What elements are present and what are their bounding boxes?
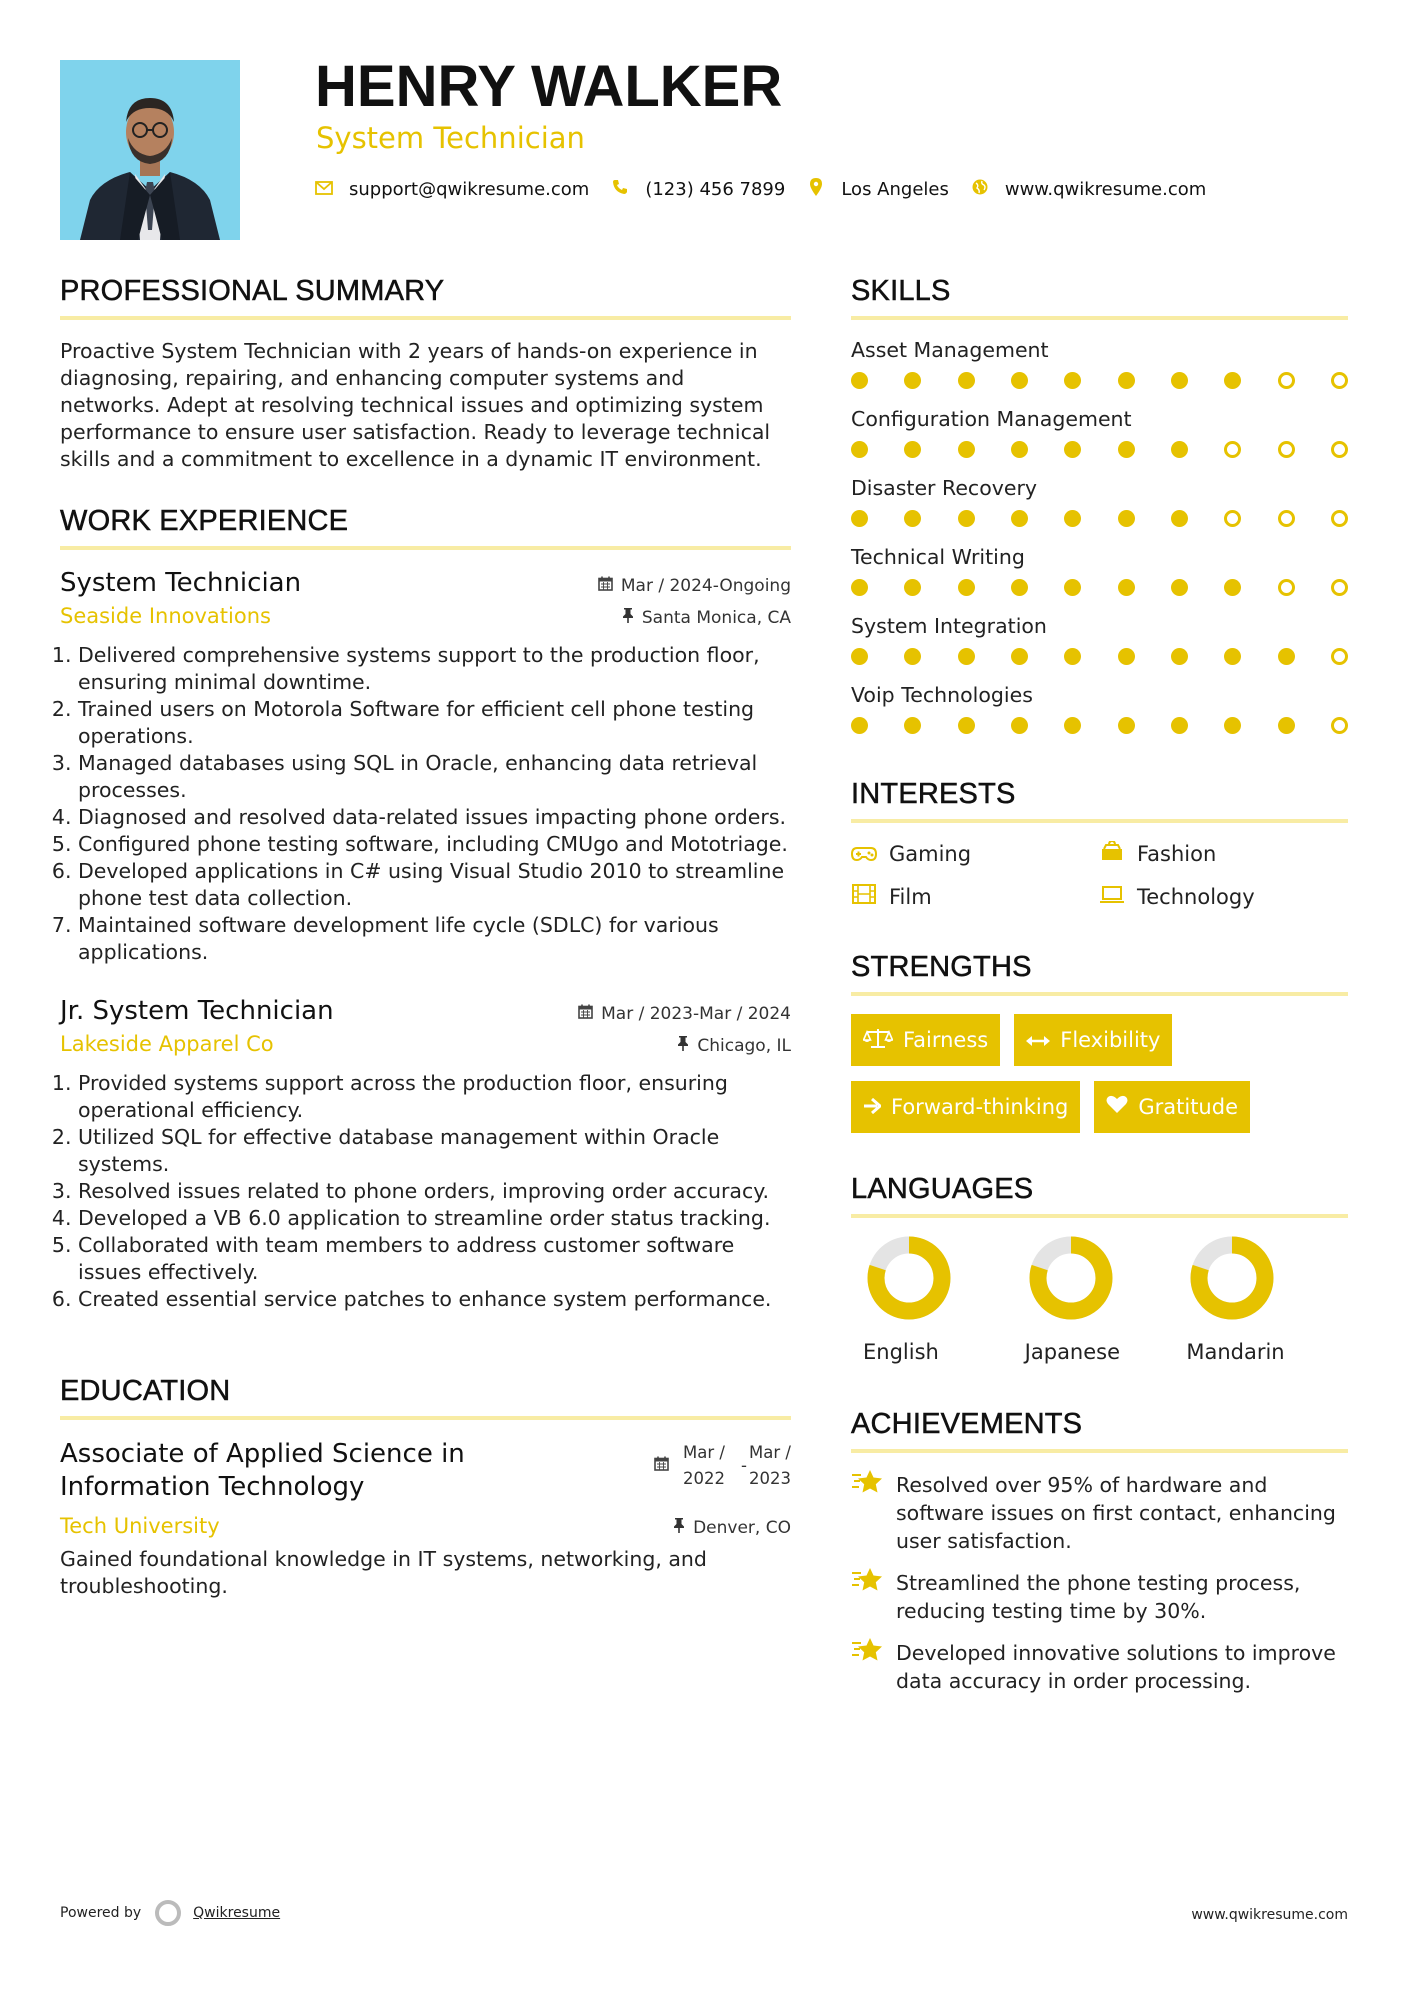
rating-dot-empty	[1331, 717, 1348, 734]
rating-dot-filled	[1118, 372, 1135, 389]
language-name: Japanese	[1024, 1340, 1121, 1364]
rating-dot-filled	[851, 441, 868, 458]
achievements-list	[851, 1471, 1348, 1695]
rating-dot-filled	[1278, 648, 1295, 665]
job-date-text: Mar / 2024-Ongoing	[620, 575, 791, 596]
star-icon	[851, 1637, 896, 1669]
calendar-icon	[598, 576, 613, 595]
skill-item	[851, 338, 1348, 389]
list-item: 5. Configured phone testing software, including CMUgo and Mototriage.	[78, 831, 791, 858]
rating-dot-filled	[851, 648, 868, 665]
rating-dot-filled	[1011, 579, 1028, 596]
rating-dot-filled	[851, 510, 868, 527]
job-location	[622, 608, 791, 628]
skill-name: System Integration	[851, 614, 1047, 638]
interest-label: Film	[889, 884, 932, 909]
language-name: English	[863, 1340, 939, 1364]
skill-rating	[851, 579, 1348, 596]
arrow-right-icon	[863, 1095, 881, 1119]
achievement-item	[851, 1639, 1348, 1695]
job-date-text: Mar / 2023-Mar / 2024	[601, 1003, 791, 1024]
job-responsibilities	[60, 642, 791, 966]
rating-dot-filled	[958, 510, 975, 527]
interest-label: Gaming	[889, 841, 972, 866]
job-company: Lakeside Apparel Co	[60, 1032, 274, 1056]
list-item: 3. Managed databases using SQL in Oracle, enhancing data retrieval processes.	[78, 750, 791, 804]
summary-heading: PROFESSIONAL SUMMARY	[60, 275, 791, 320]
edu-end-year: 2023	[749, 1469, 791, 1488]
skill-name: Configuration Management	[851, 407, 1132, 431]
balance-scale-icon	[863, 1027, 893, 1054]
skill-rating	[851, 648, 1348, 665]
star-icon	[851, 1567, 896, 1599]
list-item: 2. Utilized SQL for effective database management within Oracle systems.	[78, 1124, 791, 1178]
edu-start-month: Mar /	[683, 1443, 725, 1462]
rating-dot-filled	[1011, 372, 1028, 389]
strength-badge	[851, 1081, 1080, 1133]
rating-dot-empty	[1224, 510, 1241, 527]
rating-dot-filled	[1064, 510, 1081, 527]
heart-icon	[1106, 1095, 1128, 1119]
rating-dot-filled	[1011, 717, 1028, 734]
rating-dot-filled	[851, 372, 868, 389]
rating-dot-filled	[1278, 717, 1295, 734]
rating-dot-filled	[1224, 579, 1241, 596]
experience-heading: WORK EXPERIENCE	[60, 505, 791, 550]
rating-dot-filled	[1011, 648, 1028, 665]
contact-bar	[315, 178, 1228, 201]
strengths-heading: STRENGTHS	[851, 951, 1348, 996]
rating-dot-empty	[1278, 510, 1295, 527]
achievement-item	[851, 1569, 1348, 1625]
rating-dot-filled	[1171, 717, 1188, 734]
rating-dot-filled	[1171, 510, 1188, 527]
strength-label: Gratitude	[1138, 1095, 1238, 1119]
rating-dot-empty	[1278, 372, 1295, 389]
rating-dot-filled	[1064, 441, 1081, 458]
list-item: 5. Collaborated with team members to address customer software issues effectively.	[78, 1232, 791, 1286]
strength-label: Flexibility	[1060, 1028, 1161, 1052]
rating-dot-filled	[904, 648, 921, 665]
achievement-item	[851, 1471, 1348, 1555]
job-date	[598, 576, 791, 596]
rating-dot-filled	[1064, 372, 1081, 389]
rating-dot-filled	[851, 717, 868, 734]
phone-icon	[611, 179, 629, 200]
rating-dot-filled	[1224, 372, 1241, 389]
achievements-heading: ACHIEVEMENTS	[851, 1408, 1348, 1453]
edu-degree: Associate of Applied Science in Information Technology	[60, 1439, 465, 1502]
language-item	[1025, 1236, 1187, 1364]
contact-phone[interactable]	[611, 179, 785, 200]
email-text: support@qwikresume.com	[349, 179, 590, 200]
edu-location	[673, 1518, 791, 1538]
interest-item	[1099, 841, 1347, 866]
edu-date	[654, 1440, 791, 1492]
calendar-icon	[578, 1004, 593, 1023]
list-item: 1. Delivered comprehensive systems support to the production floor, ensuring minimal downtime.	[78, 642, 791, 696]
contact-location	[807, 178, 949, 201]
list-item: 7. Maintained software development life cycle (SDLC) for various applications.	[78, 912, 791, 966]
language-item	[863, 1236, 1025, 1364]
rating-dot-empty	[1278, 441, 1295, 458]
education-heading: EDUCATION	[60, 1375, 791, 1420]
rating-dot-filled	[1064, 717, 1081, 734]
right-column	[851, 275, 1348, 1709]
skill-name: Voip Technologies	[851, 683, 1033, 707]
rating-dot-filled	[958, 372, 975, 389]
footer-powered	[60, 1900, 280, 1926]
rating-dot-filled	[1171, 372, 1188, 389]
rating-dot-filled	[958, 579, 975, 596]
rating-dot-filled	[1118, 510, 1135, 527]
rating-dot-empty	[1278, 579, 1295, 596]
skill-item	[851, 545, 1348, 596]
rating-dot-filled	[958, 441, 975, 458]
job-date	[578, 1004, 791, 1024]
rating-dot-filled	[1118, 441, 1135, 458]
job-title: Jr. System Technician	[60, 996, 334, 1026]
list-item: 2. Trained users on Motorola Software for efficient cell phone testing operations.	[78, 696, 791, 750]
left-column	[60, 275, 791, 1632]
rating-dot-filled	[904, 441, 921, 458]
edu-start-year: 2022	[683, 1469, 726, 1488]
footer-website[interactable]: www.qwikresume.com	[1191, 1907, 1348, 1923]
job-company: Seaside Innovations	[60, 604, 271, 628]
skill-name: Disaster Recovery	[851, 476, 1038, 500]
skill-rating	[851, 510, 1348, 527]
pushpin-icon	[622, 608, 634, 627]
candidate-title: System Technician	[316, 121, 585, 155]
skill-rating	[851, 441, 1348, 458]
rating-dot-filled	[904, 717, 921, 734]
brand-link[interactable]: Qwikresume	[193, 1905, 281, 1921]
job-location-text: Chicago, IL	[697, 1035, 791, 1056]
profile-photo	[60, 60, 240, 240]
map-marker-icon	[807, 178, 825, 201]
job-location-text: Santa Monica, CA	[641, 607, 791, 628]
job-location	[677, 1036, 791, 1056]
globe-icon	[971, 179, 989, 200]
skill-name: Asset Management	[851, 338, 1049, 362]
skill-item	[851, 407, 1348, 458]
job-entry	[60, 996, 791, 1313]
rating-dot-filled	[958, 648, 975, 665]
location-text: Los Angeles	[841, 179, 949, 200]
strength-badge	[1094, 1081, 1250, 1133]
rating-dot-filled	[1224, 717, 1241, 734]
qwikresume-logo-icon	[155, 1900, 181, 1926]
list-item: 3. Resolved issues related to phone orders, improving order accuracy.	[78, 1178, 791, 1205]
film-icon	[851, 884, 877, 909]
language-item	[1186, 1236, 1348, 1364]
interests-list	[851, 841, 1348, 909]
rating-dot-filled	[1171, 579, 1188, 596]
contact-email[interactable]	[315, 179, 589, 200]
pushpin-icon	[677, 1036, 689, 1055]
list-item: 6. Created essential service patches to enhance system performance.	[78, 1286, 791, 1313]
skill-item	[851, 614, 1348, 665]
achievement-text: Streamlined the phone testing process, reducing testing time by 30%.	[896, 1571, 1301, 1623]
rating-dot-filled	[904, 372, 921, 389]
edu-date-separator: -	[741, 1456, 747, 1475]
summary-text: Proactive System Technician with 2 years of hands-on experience in diagnosing, repairing, and enhancing computer systems and networks. Adept at resolving technical issues and optimizing system performance to ensure user satisfaction. Ready to leverage technical skills and a commitment to excellence in a dynamic IT environment.	[60, 339, 771, 471]
language-donut	[1029, 1236, 1113, 1320]
skill-name: Technical Writing	[851, 545, 1025, 569]
rating-dot-filled	[1118, 648, 1135, 665]
language-donut	[1190, 1236, 1274, 1320]
calendar-icon	[654, 1453, 669, 1479]
interest-label: Fashion	[1137, 841, 1217, 866]
skill-item	[851, 476, 1348, 527]
rating-dot-filled	[958, 717, 975, 734]
edu-description: Gained foundational knowledge in IT systems, networking, and troubleshooting.	[60, 1547, 707, 1598]
achievement-text: Developed innovative solutions to improve data accuracy in order processing.	[896, 1641, 1336, 1693]
contact-website[interactable]	[971, 179, 1206, 200]
rating-dot-filled	[1118, 579, 1135, 596]
rating-dot-filled	[851, 579, 868, 596]
interest-item	[1099, 884, 1347, 909]
rating-dot-empty	[1331, 648, 1348, 665]
languages-list	[863, 1236, 1348, 1364]
rating-dot-filled	[1171, 648, 1188, 665]
edu-location-text: Denver, CO	[693, 1517, 791, 1538]
pushpin-icon	[673, 1518, 685, 1537]
arrows-horizontal-icon	[1026, 1028, 1050, 1052]
rating-dot-filled	[1118, 717, 1135, 734]
laptop-icon	[1099, 885, 1125, 909]
rating-dot-filled	[1171, 441, 1188, 458]
skill-item	[851, 683, 1348, 734]
strengths-list	[851, 1014, 1348, 1133]
rating-dot-filled	[904, 579, 921, 596]
languages-heading: LANGUAGES	[851, 1173, 1348, 1218]
shopping-bag-icon	[1099, 841, 1125, 866]
phone-text: (123) 456 7899	[645, 179, 786, 200]
gamepad-icon	[851, 842, 877, 866]
list-item: 1. Provided systems support across the production floor, ensuring operational efficiency.	[78, 1070, 791, 1124]
rating-dot-filled	[904, 510, 921, 527]
rating-dot-empty	[1331, 372, 1348, 389]
powered-by-text: Powered by	[60, 1905, 142, 1921]
interest-label: Technology	[1137, 884, 1255, 909]
strength-label: Fairness	[903, 1028, 989, 1052]
skills-list	[851, 338, 1348, 734]
rating-dot-empty	[1331, 441, 1348, 458]
job-entry	[60, 568, 791, 966]
list-item: 4. Diagnosed and resolved data-related issues impacting phone orders.	[78, 804, 791, 831]
website-text: www.qwikresume.com	[1004, 179, 1207, 200]
list-item: 4. Developed a VB 6.0 application to streamline order status tracking.	[78, 1205, 791, 1232]
edu-school: Tech University	[60, 1514, 220, 1538]
rating-dot-filled	[1011, 441, 1028, 458]
candidate-name: HENRY WALKER	[315, 54, 783, 119]
rating-dot-empty	[1224, 441, 1241, 458]
skill-rating	[851, 717, 1348, 734]
rating-dot-filled	[1064, 648, 1081, 665]
interests-heading: INTERESTS	[851, 778, 1348, 823]
envelope-icon	[315, 179, 333, 200]
language-donut	[867, 1236, 951, 1320]
rating-dot-filled	[1064, 579, 1081, 596]
rating-dot-empty	[1331, 579, 1348, 596]
language-name: Mandarin	[1186, 1340, 1285, 1364]
rating-dot-filled	[1224, 648, 1241, 665]
strength-label: Forward-thinking	[891, 1095, 1069, 1119]
interest-item	[851, 841, 1099, 866]
skills-heading: SKILLS	[851, 275, 1348, 320]
interest-item	[851, 884, 1099, 909]
strength-badge	[1014, 1014, 1172, 1066]
job-title: System Technician	[60, 568, 302, 598]
skill-rating	[851, 372, 1348, 389]
list-item: 6. Developed applications in C# using Visual Studio 2010 to streamline phone test data collection.	[78, 858, 791, 912]
rating-dot-empty	[1331, 510, 1348, 527]
edu-end-month: Mar /	[749, 1443, 791, 1462]
achievement-text: Resolved over 95% of hardware and software issues on first contact, enhancing user satisfaction.	[896, 1473, 1336, 1553]
strength-badge	[851, 1014, 1000, 1066]
job-responsibilities	[60, 1070, 791, 1313]
star-icon	[851, 1469, 896, 1501]
rating-dot-filled	[1011, 510, 1028, 527]
